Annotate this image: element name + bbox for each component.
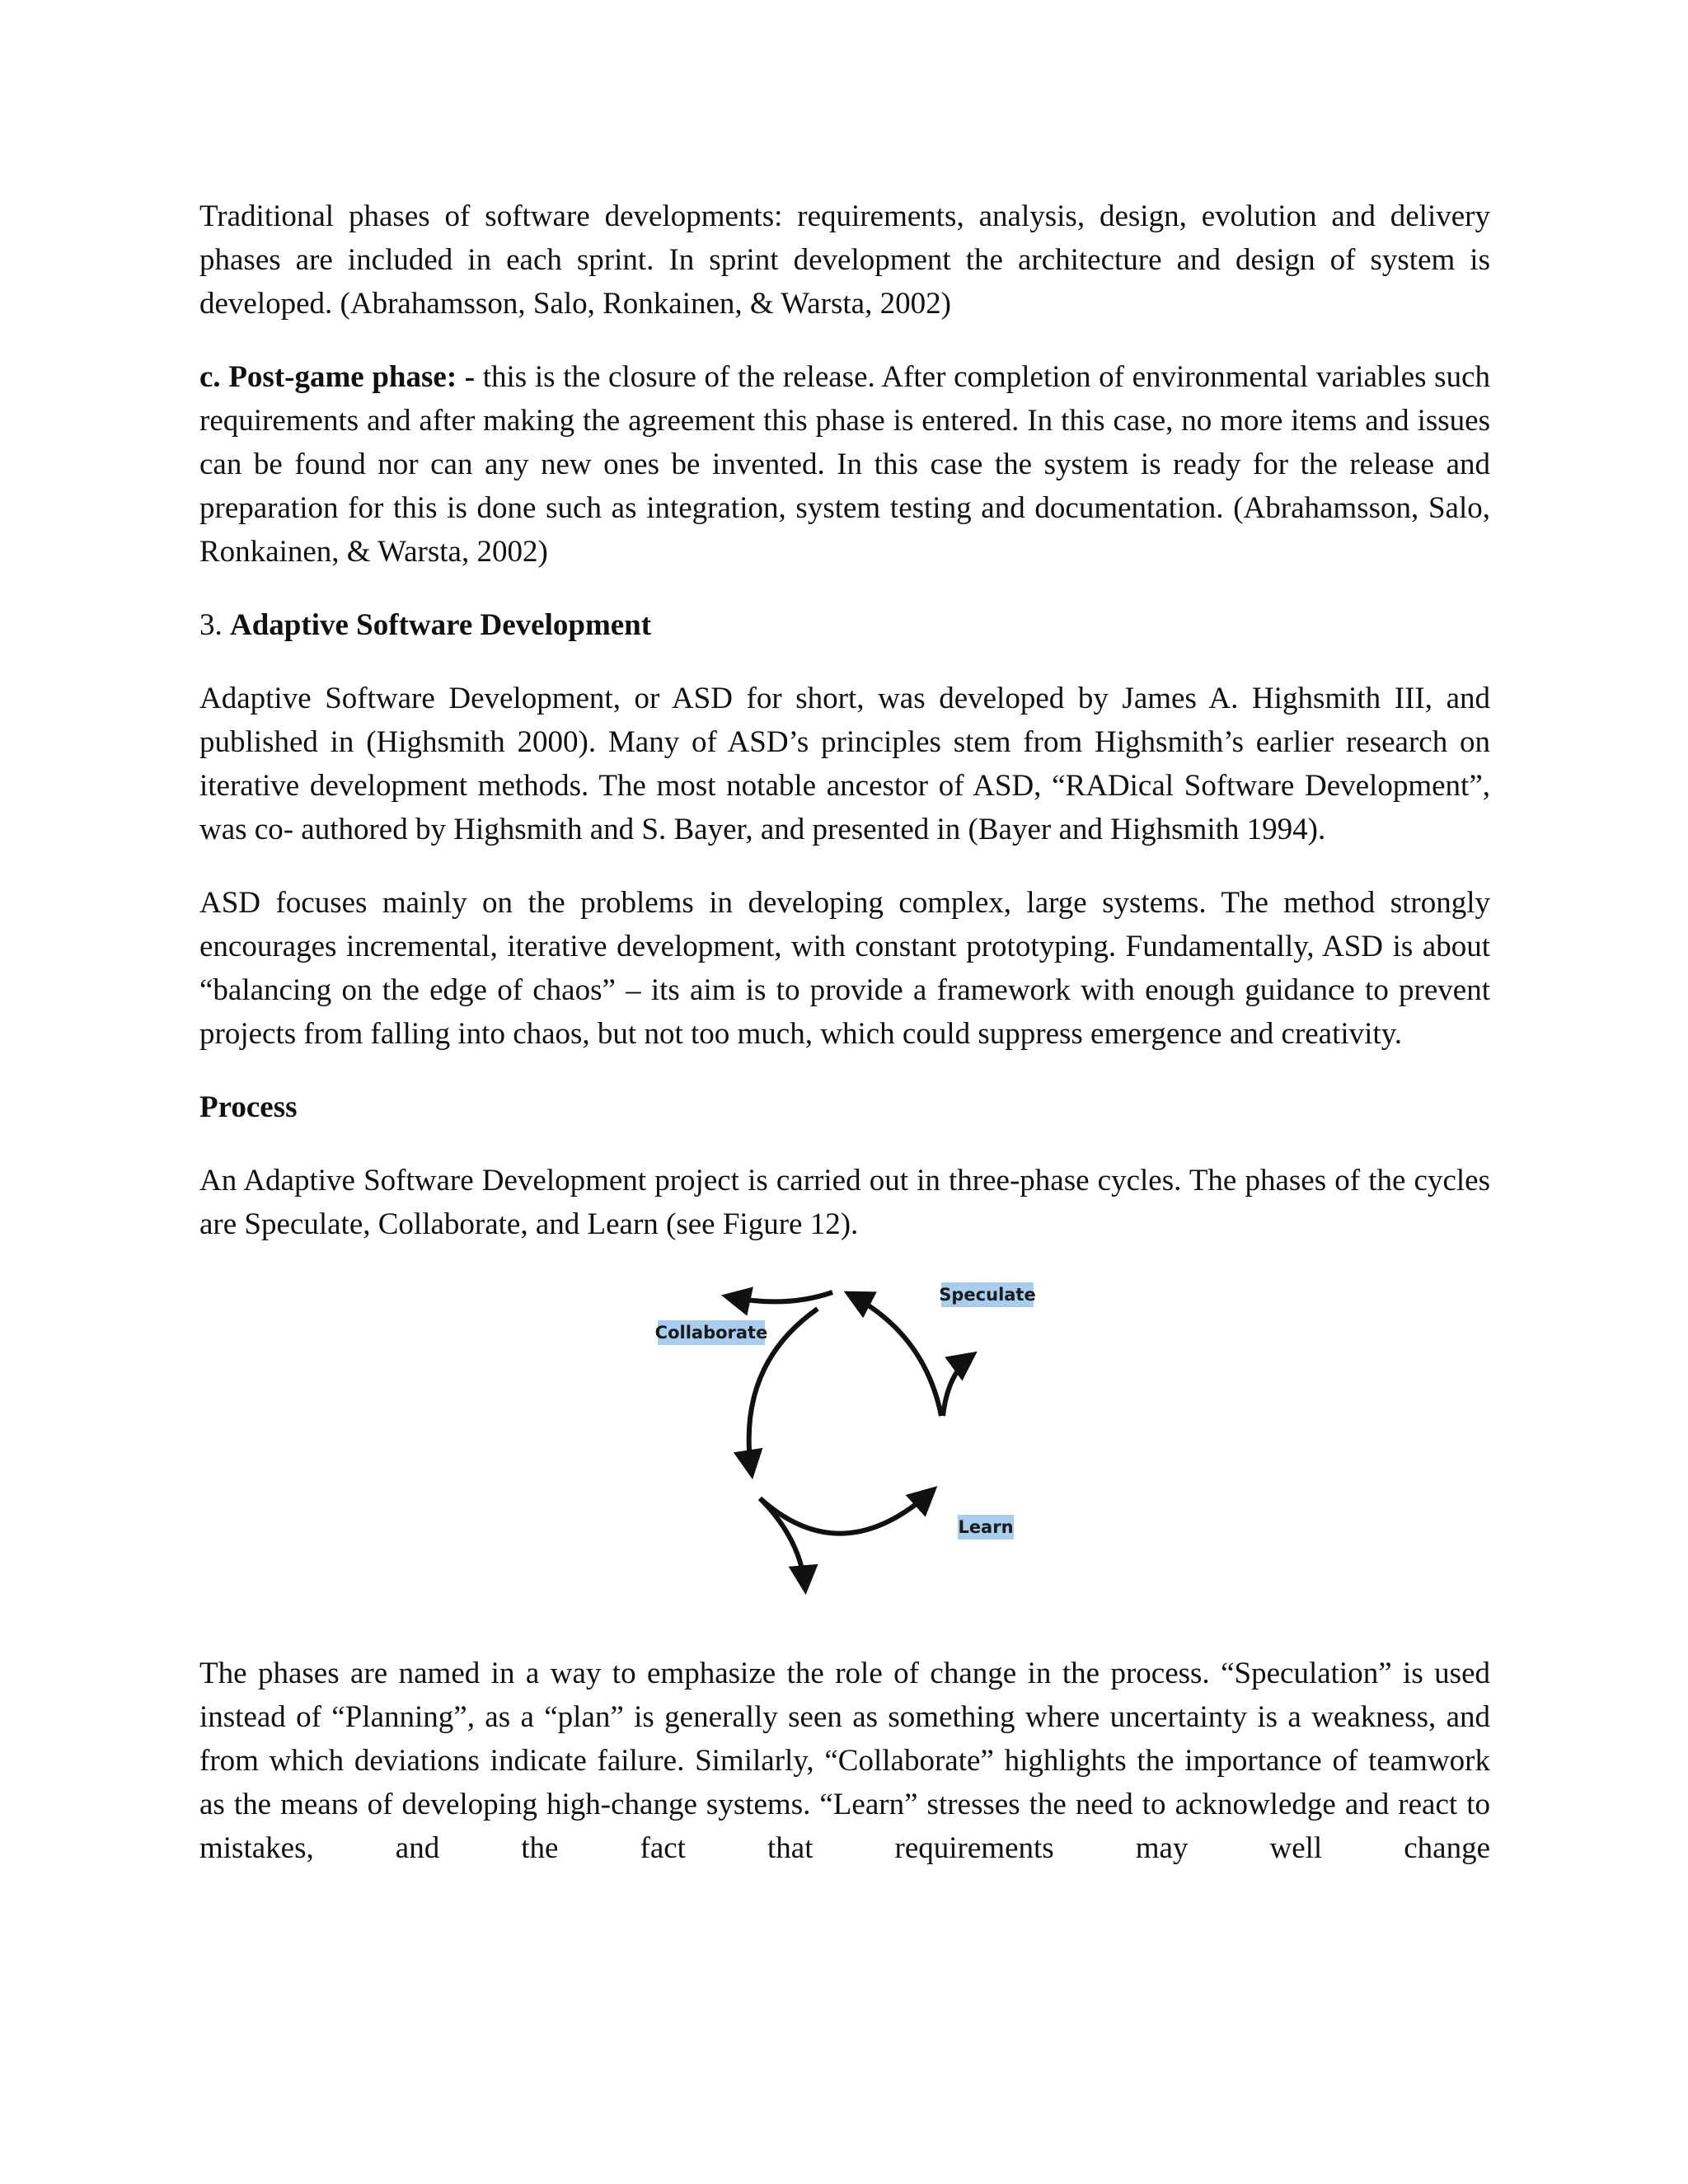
paragraph-asd-focus: ASD focuses mainly on the problems in developing complex, large systems. The method strongly encourages incremental, iterative development, with constant prototyping. Fundamentally, ASD is about “balancing on the edge of chaos” – its aim is to provide a framework with enough guidance to prevent projects from falling into chaos, but not too much, which could suppress emergence and creativity.	[199, 886, 1490, 1051]
paragraph-sprint-phases: Traditional phases of software developments: requirements, analysis, design, evolution and delivery phases are included in each sprint. In sprint development the architecture and design of system is developed. (Abrahamsson, Salo, Ronkainen, & Warsta, 2002)	[199, 199, 1490, 321]
section-number: 3.	[199, 608, 230, 642]
post-game-phase-label: c. Post-game phase: -	[199, 360, 476, 394]
speculate-label: Speculate	[939, 1285, 1036, 1305]
arc-learn-flick	[760, 1498, 805, 1589]
paragraph-process: An Adaptive Software Development project is carried out in three-phase cycles. The phases of the cycles are Speculate, Collaborate, and Learn (see Figure 12).	[199, 1164, 1490, 1241]
asd-cycle-figure	[199, 1276, 1490, 1605]
arc-speculate-top	[849, 1294, 941, 1416]
arc-collaborate-top	[727, 1292, 832, 1301]
learn-label: Learn	[958, 1517, 1014, 1537]
asd-cycle-diagram	[628, 1276, 1238, 1605]
collaborate-label: Collaborate	[654, 1323, 768, 1343]
process-heading: Process	[199, 1090, 298, 1124]
post-game-phase-text: this is the closure of the release. After completion of environmental variables such requirements and after making the agreement this phase is entered. In this case, no more items and issues can be found nor can any new ones be invented. In this case the system is ready for the release and preparation for this is done such as integration, system testing and documentation. (Abrahamsson, Salo, Ronkainen, & Warsta, 2002)	[199, 360, 1490, 569]
document-page	[199, 194, 1490, 1900]
paragraph-post-game-phase	[199, 355, 1490, 574]
section-title: Adaptive Software Development	[230, 608, 652, 642]
paragraph-phase-names: The phases are named in a way to emphasize the role of change in the process. “Speculation” is used instead of “Planning”, as a “plan” is generally seen as something where uncertainty is a weakness, and from which deviations indicate failure. Similarly, “Collaborate” highlights the importance of teamwork as the means of developing high-change systems. “Learn” stresses the need to acknowledge and react to mistakes, and the fact that requirements may well change	[199, 1657, 1490, 1865]
arc-speculate-flick	[943, 1355, 973, 1416]
section-heading	[199, 603, 1490, 647]
paragraph-asd-history: Adaptive Software Development, or ASD for short, was developed by James A. Highsmith III, and published in (Highsmith 2000). Many of ASD’s principles stem from Highsmith’s earlier research on iterative development methods. The most notable ancestor of ASD, “RADical Software Development”, was co- authored by Highsmith and S. Bayer, and presented in (Bayer and Highsmith 1994).	[199, 682, 1490, 846]
